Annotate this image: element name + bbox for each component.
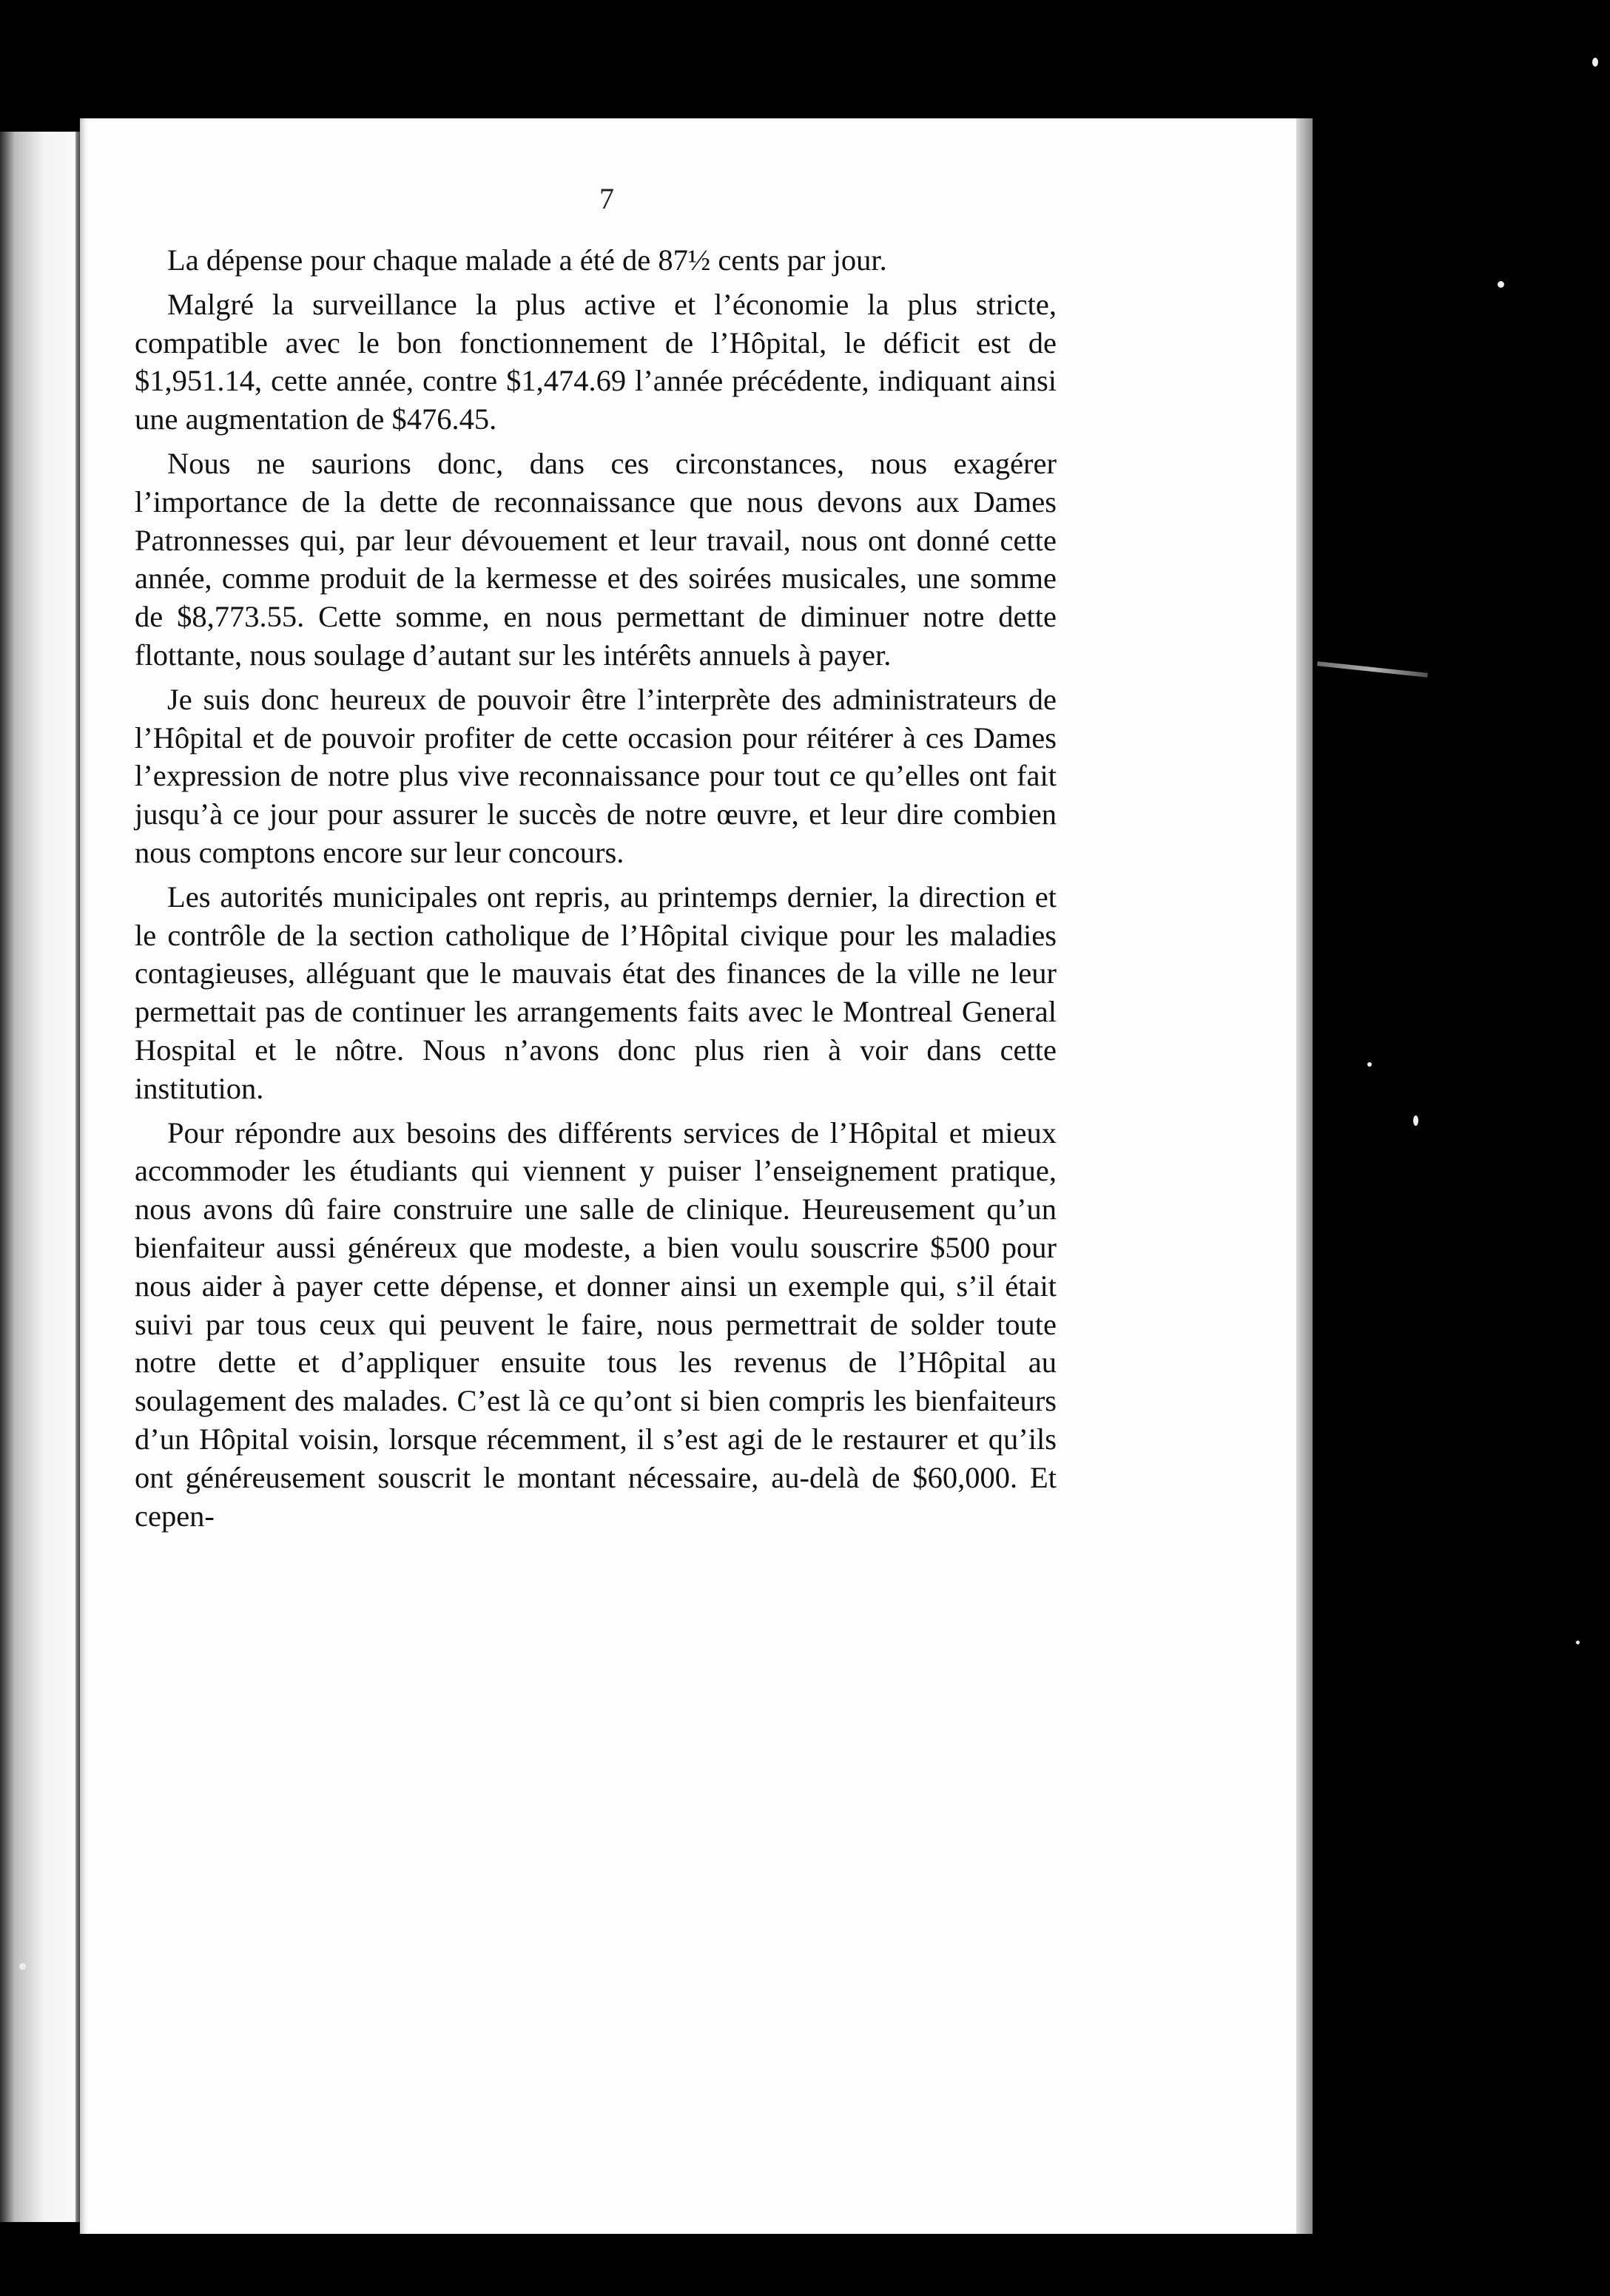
page-edge-shadow — [1296, 118, 1313, 2234]
paragraph: Les autorités municipales ont repris, au printemps dernier, la direction et le contrôle de la section catholique de l’Hôpital civique pour les maladies contagieuses, alléguant que le mauvais état des finances de la ville ne leur permettait pas de continuer les arrangements faits avec le Montreal General Hospital et le nôtre. Nous n’avons donc plus rien à voir dans cette institution. — [135, 879, 1057, 1105]
scan-speck — [1576, 1641, 1580, 1644]
scan-speck — [1413, 1115, 1418, 1126]
paragraph: Malgré la surveillance la plus active et l’économie la plus stricte, compatible avec le bon fonctionnement de l’Hôpital, le déficit est de $1,951.14, cette année, contre $1,474.69 l’année précédente, indiquant ainsi une augmentation de $476.45. — [135, 287, 1057, 436]
scan-speck — [19, 1963, 26, 1970]
scan-speck — [1367, 1062, 1372, 1067]
scan-speck — [1592, 58, 1598, 67]
scan-artifact-streak — [1317, 661, 1428, 678]
paragraph: Nous ne saurions donc, dans ces circonstances, nous exagérer l’importance de la dette de reconnaissance que nous devons aux Dames Patronnesses qui, par leur dévouement et leur travail, nous ont donné cette année, comme produit de la kermesse et des soirées musicales, une somme de $8,773.55. Cette somme, en nous permettant de diminuer notre dette flottante, nous soulage d’autant sur les intérêts annuels à payer. — [135, 446, 1057, 672]
paragraph: Je suis donc heureux de pouvoir être l’interprète des administrateurs de l’Hôpital et de pouvoir profiter de cette occasion pour réitérer à ces Dames l’expression de notre plus vive reconnaissance pour tout ce qu’elles ont fait jusqu’à ce jour pour assurer le succès de notre œuvre, et leur dire combien nous comptons encore sur leur concours. — [135, 682, 1057, 869]
paragraph: Pour répondre aux besoins des différents services de l’Hôpital et mieux accommoder les étudiants qui viennent y puiser l’enseignement pratique, nous avons dû faire construire une salle de clinique. Heureusement qu’un bienfaiteur aussi généreux que modeste, a bien voulu souscrire $500 pour nous aider à payer cette dépense, et donner ainsi un exemple qui, s’il était suivi par tous ceux qui peuvent le faire, nous permettrait de solder toute notre dette et d’appliquer ensuite tous les revenus de l’Hôpital au soulagement des malades. C’est là ce qu’ont si bien compris les bienfaiteurs d’un Hôpital voisin, lorsque récemment, il s’est agi de le restaurer et qu’ils ont généreusement souscrit le montant nécessaire, au-delà de $60,000. Et cepen- — [135, 1115, 1057, 1533]
facing-page-edge — [0, 132, 80, 2222]
scan-speck — [1498, 281, 1504, 288]
body-text — [135, 241, 1057, 1535]
page-number: 7 — [599, 182, 614, 215]
paragraph: La dépense pour chaque malade a été de 87½ cents par jour. — [167, 243, 887, 277]
